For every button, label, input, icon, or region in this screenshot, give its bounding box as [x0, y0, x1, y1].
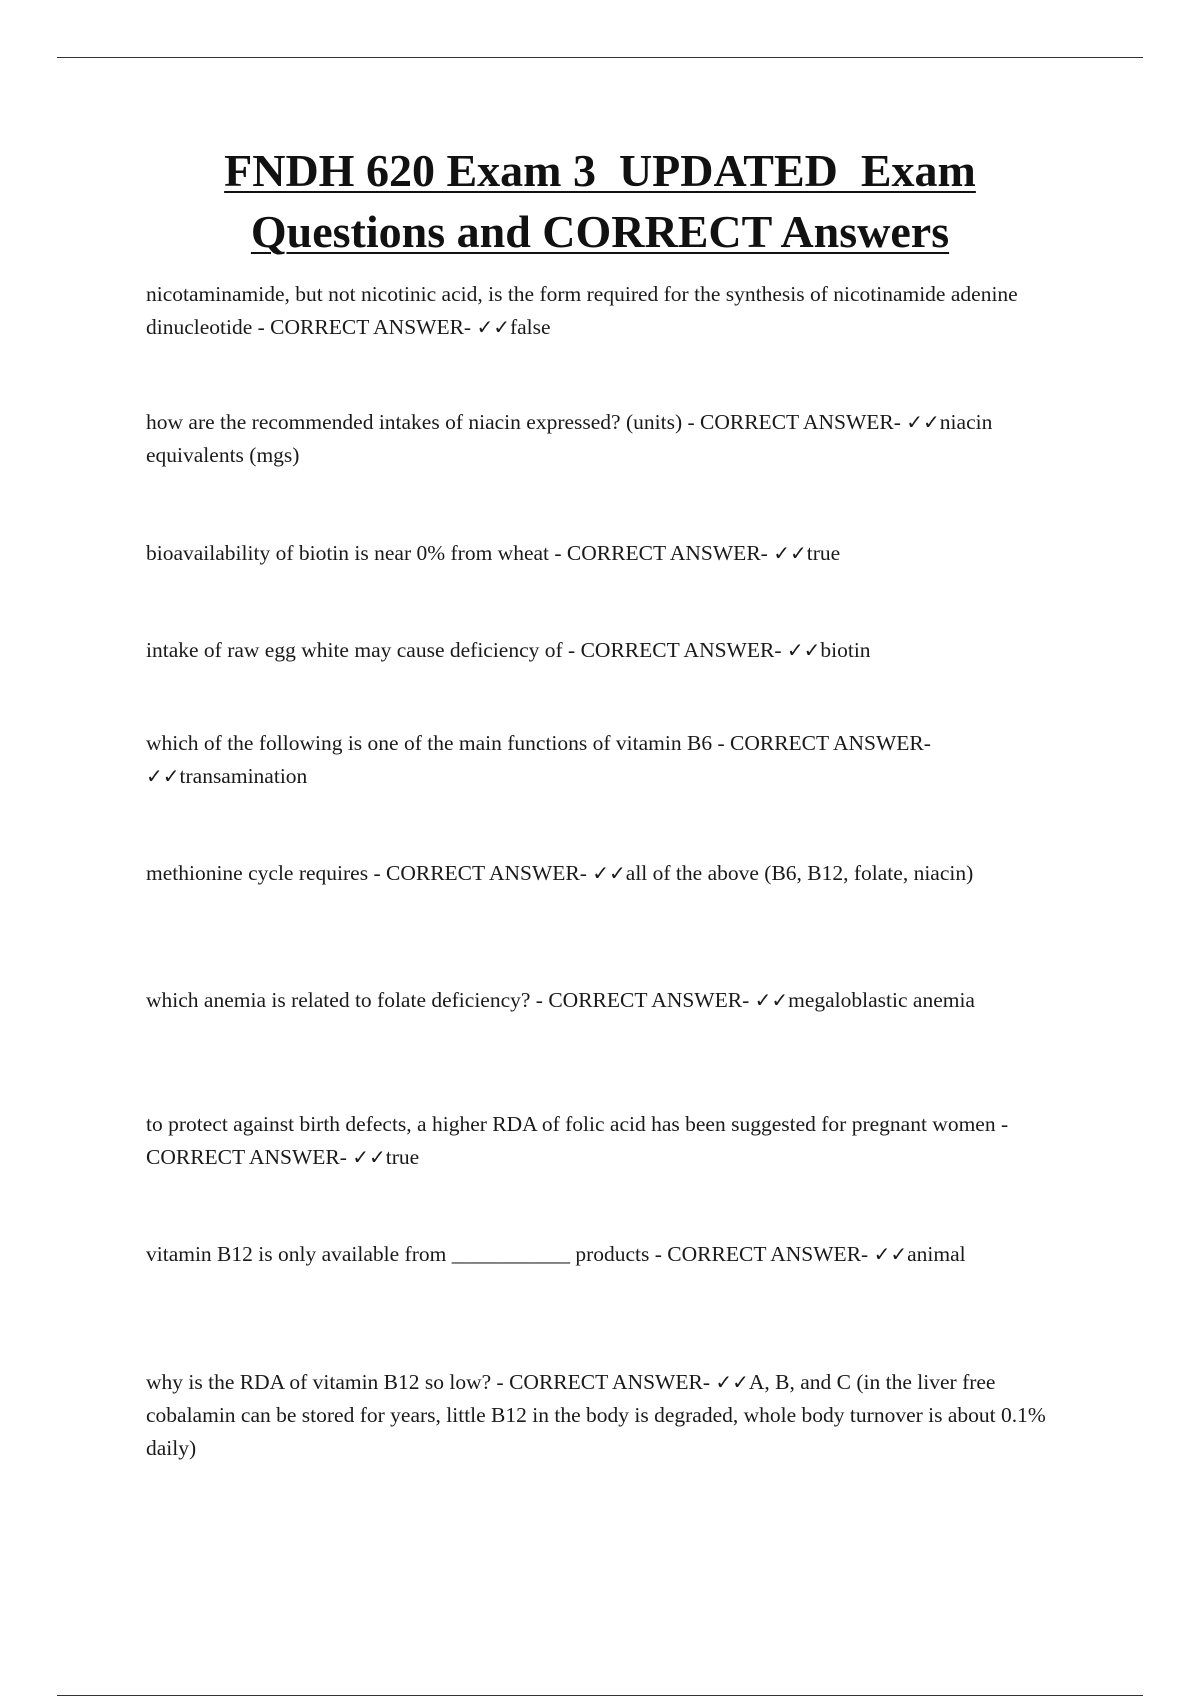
answer-text: transamination: [179, 764, 308, 788]
question-text: vitamin B12 is only available from ___________ products - CORRECT ANSWER-: [146, 1242, 874, 1266]
answer-text: true: [385, 1145, 420, 1169]
double-check-icon: ✓✓: [873, 1242, 908, 1266]
answer-text: megaloblastic anemia: [788, 988, 975, 1012]
answer-text: biotin: [820, 638, 871, 662]
question-text: nicotaminamide, but not nicotinic acid, is the form required for the synthesis of nicotinamide adenine dinucleotide - CORRECT ANSWER-: [146, 282, 1018, 339]
top-rule: [57, 57, 1143, 58]
answer-text: A, B, and C (in the liver free cobalamin can be stored for years, little B12 in the body is degraded, whole body turnover is about 0.1% daily): [146, 1370, 1046, 1460]
qa-item: [146, 1366, 1046, 1465]
question-text: intake of raw egg white may cause deficiency of - CORRECT ANSWER-: [146, 638, 787, 662]
qa-item: [146, 537, 1064, 570]
qa-item: [146, 406, 1006, 472]
qa-item: [146, 857, 1026, 890]
answer-text: false: [509, 315, 551, 339]
question-text: bioavailability of biotin is near 0% from wheat - CORRECT ANSWER-: [146, 541, 774, 565]
bottom-rule: [57, 1695, 1143, 1696]
answer-text: animal: [907, 1242, 966, 1266]
page-title: [100, 140, 1100, 262]
double-check-icon: ✓✓: [715, 1370, 749, 1394]
qa-item: [146, 278, 1068, 344]
qa-item: [146, 1108, 1046, 1174]
double-check-icon: ✓✓: [476, 315, 510, 339]
double-check-icon: ✓✓: [773, 541, 807, 565]
double-check-icon: ✓✓: [146, 764, 180, 788]
qa-item: [146, 634, 1064, 667]
answer-text: all of the above (B6, B12, folate, niacin): [625, 861, 974, 885]
answer-text: niacin equivalents (mgs): [146, 410, 993, 467]
qa-item: [146, 1238, 1006, 1271]
question-text: why is the RDA of vitamin B12 so low? - CORRECT ANSWER-: [146, 1370, 716, 1394]
double-check-icon: ✓✓: [786, 638, 821, 662]
question-text: which of the following is one of the main functions of vitamin B6 - CORRECT ANSWER-: [146, 731, 931, 755]
double-check-icon: ✓✓: [754, 988, 789, 1012]
double-check-icon: ✓✓: [352, 1145, 386, 1169]
question-text: methionine cycle requires - CORRECT ANSWER-: [146, 861, 593, 885]
answer-text: true: [806, 541, 841, 565]
qa-item: [146, 984, 1026, 1017]
double-check-icon: ✓✓: [592, 861, 626, 885]
question-text: which anemia is related to folate deficiency? - CORRECT ANSWER-: [146, 988, 755, 1012]
title-line-1: FNDH 620 Exam 3 UPDATED Exam: [224, 145, 976, 196]
qa-item: [146, 727, 1041, 793]
double-check-icon: ✓✓: [906, 410, 940, 434]
question-text: how are the recommended intakes of niacin expressed? (units) - CORRECT ANSWER-: [146, 410, 907, 434]
question-text: to protect against birth defects, a higher RDA of folic acid has been suggested for pregnant women - CORRECT ANSWER-: [146, 1112, 1009, 1169]
title-line-2: Questions and CORRECT Answers: [250, 206, 950, 257]
